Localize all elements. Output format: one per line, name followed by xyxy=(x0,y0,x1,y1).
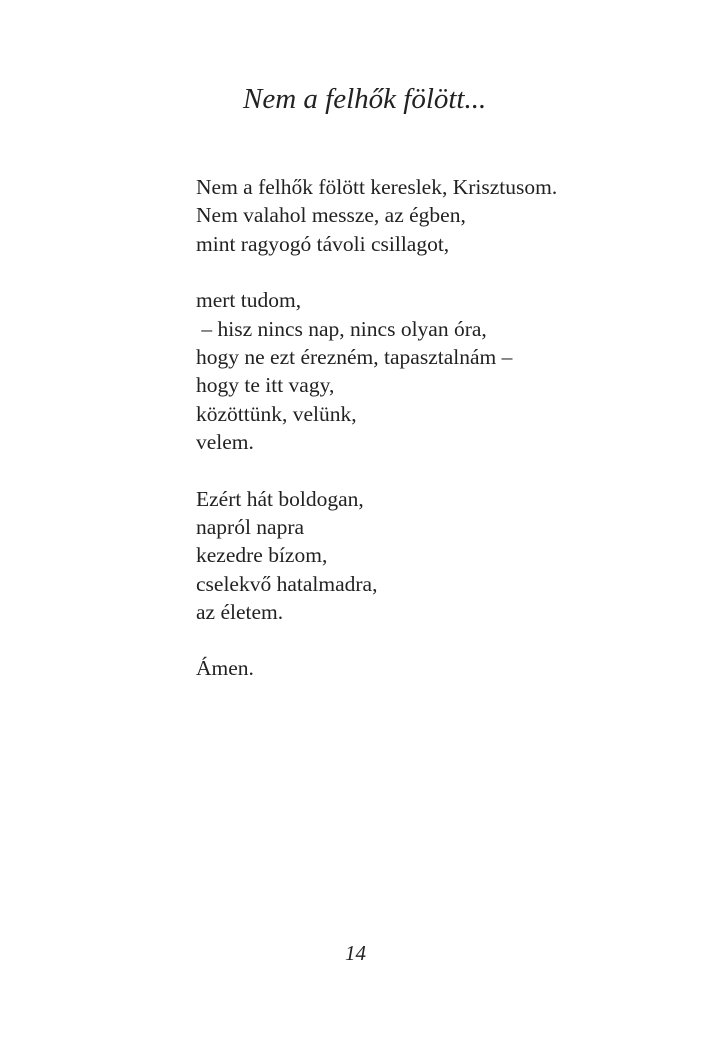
poem-line: mert tudom, xyxy=(196,288,302,313)
page-number: 14 xyxy=(345,941,366,965)
poem-line: cselekvő hatalmadra, xyxy=(196,571,378,596)
poem-title: Nem a felhők fölött... xyxy=(243,83,487,115)
poem-line: Ezért hát boldogan, xyxy=(196,486,364,511)
stanza xyxy=(196,485,636,627)
poem-line: Ámen. xyxy=(196,656,254,681)
poem-line: hogy ne ezt érezném, tapasztalnám – xyxy=(196,344,513,369)
poem-line: hogy te itt vagy, xyxy=(196,373,335,398)
stanza xyxy=(196,173,636,258)
poem-line: Nem a felhők fölött kereslek, Krisztusom. xyxy=(196,175,558,199)
poem-line: mint ragyogó távoli csillagot, xyxy=(196,231,450,256)
poem-line: az életem. xyxy=(196,600,284,625)
poem-line: – hisz nincs nap, nincs olyan óra, xyxy=(196,316,487,341)
stanza xyxy=(196,654,636,682)
poem-line: kezedre bízom, xyxy=(196,543,328,568)
stanza xyxy=(196,286,636,456)
poem-line: Nem valahol messze, az égben, xyxy=(196,203,466,228)
poem-line: napról napra xyxy=(196,514,305,539)
poem-body xyxy=(196,173,636,711)
poem-line: közöttünk, velünk, xyxy=(196,401,357,426)
poem-line: velem. xyxy=(196,430,254,455)
